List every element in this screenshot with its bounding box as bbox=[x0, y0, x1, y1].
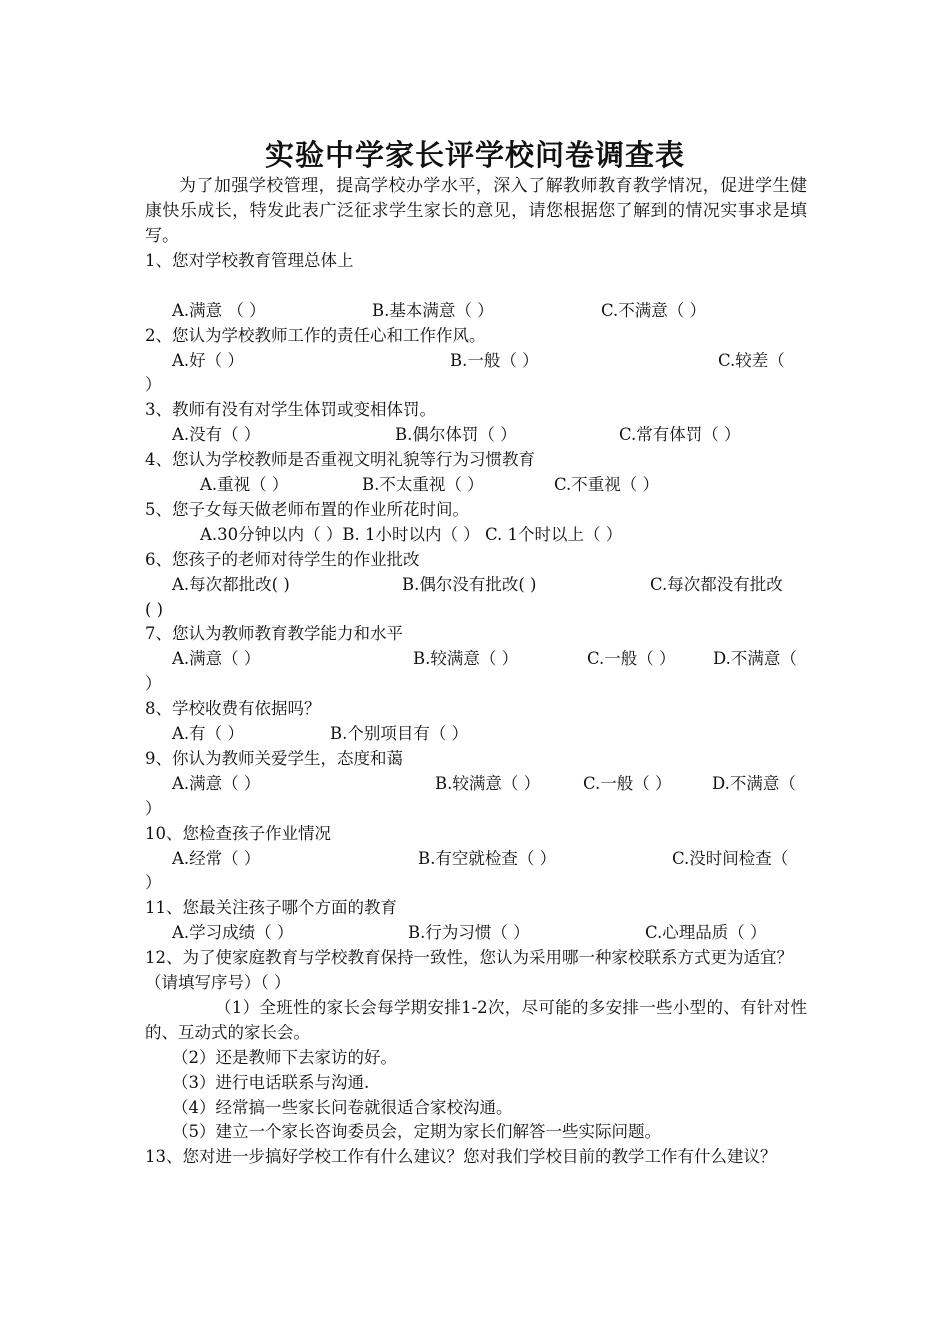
question-8: 8、学校收费有依据吗？ bbox=[145, 699, 321, 719]
option[interactable]: A.30分钟以内（ ）B. 1小时以内（ ） C. 1个时以上（ ） bbox=[200, 524, 623, 544]
question-12: 12、为了使家庭教育与学校教育保持一致性，您认为采用哪一种家校联系方式更为适宜？（请填写序号）（ ） bbox=[145, 948, 793, 993]
option[interactable]: A.学习成绩（ ） bbox=[172, 923, 294, 943]
question-4: 4、您认为学校教师是否重视文明礼貌等行为习惯教育 bbox=[145, 450, 535, 470]
question-7-options bbox=[145, 647, 807, 672]
option-continuation: ） bbox=[145, 798, 162, 818]
question-7: 7、您认为教师教育教学能力和水平 bbox=[145, 624, 403, 644]
question-9-options bbox=[145, 772, 807, 797]
option[interactable]: A.每次都批改( ) bbox=[172, 574, 290, 594]
option-continuation: ( ) bbox=[145, 599, 164, 619]
option[interactable]: D.不满意（ bbox=[712, 773, 796, 793]
option[interactable]: B.行为习惯（ ） bbox=[408, 923, 530, 943]
option[interactable]: D.不满意（ bbox=[713, 649, 797, 669]
question-3-options bbox=[145, 423, 807, 448]
question-5: 5、您子女每天做老师布置的作业所花时间。 bbox=[145, 499, 469, 519]
question-11-options bbox=[145, 921, 807, 946]
question-6: 6、您孩子的老师对待学生的作业批改 bbox=[145, 549, 420, 569]
option[interactable]: A.满意 （ ） bbox=[172, 300, 266, 320]
question-11: 11、您最关注孩子哪个方面的教育 bbox=[145, 898, 397, 918]
option[interactable]: B.基本满意（ ） bbox=[372, 300, 494, 320]
question-2: 2、您认为学校教师工作的责任心和工作作风。 bbox=[145, 325, 486, 345]
option[interactable]: B.个别项目有（ ） bbox=[330, 724, 469, 744]
option[interactable]: B.较满意（ ） bbox=[435, 773, 541, 793]
option-continuation: ） bbox=[145, 674, 162, 694]
question-4-options bbox=[145, 473, 807, 498]
option[interactable]: A.满意（ ） bbox=[172, 649, 261, 669]
option[interactable]: A.有（ ） bbox=[172, 724, 244, 744]
option[interactable]: C.常有体罚（ ） bbox=[619, 425, 741, 445]
q12-choice-1: （1）全班性的家长会每学期安排1-2次，尽可能的多安排一些小型的、有针对性的、互动式的家长会。 bbox=[145, 997, 807, 1042]
intro-paragraph bbox=[145, 174, 807, 249]
option[interactable]: C.每次都没有批改 bbox=[650, 574, 783, 594]
page-title: 实验中学家长评学校问卷调查表 bbox=[264, 138, 685, 172]
question-10: 10、您检查孩子作业情况 bbox=[145, 823, 331, 843]
question-3: 3、教师有没有对学生体罚或变相体罚。 bbox=[145, 400, 436, 420]
question-6-options bbox=[145, 573, 807, 598]
option[interactable]: B.有空就检查（ ） bbox=[418, 848, 557, 868]
option[interactable]: C.心理品质（ ） bbox=[645, 923, 767, 943]
option[interactable]: C.不满意（ ） bbox=[601, 300, 707, 320]
question-9: 9、你认为教师关爱学生，态度和蔼 bbox=[145, 748, 403, 768]
question-1-options bbox=[145, 299, 807, 324]
question-8-options bbox=[145, 722, 807, 747]
option[interactable]: B.偶尔没有批改( ) bbox=[402, 574, 537, 594]
option[interactable]: B.较满意（ ） bbox=[413, 649, 519, 669]
question-1: 1、您对学校教育管理总体上 bbox=[145, 251, 354, 270]
option-continuation: ） bbox=[145, 375, 162, 395]
q12-choice-3: （3）进行电话联系与沟通. bbox=[172, 1072, 370, 1092]
option[interactable]: C.一般（ ） bbox=[583, 773, 672, 793]
option-continuation: ） bbox=[145, 873, 162, 893]
option[interactable]: C.没时间检查（ bbox=[672, 848, 789, 868]
question-13: 13、您对进一步搞好学校工作有什么建议？您对我们学校目前的教学工作有什么建议？ bbox=[145, 1147, 777, 1167]
questionnaire bbox=[145, 249, 807, 1170]
question-10-options bbox=[145, 847, 807, 872]
option[interactable]: A.满意（ ） bbox=[172, 773, 261, 793]
option[interactable]: C.不重视（ ） bbox=[554, 475, 660, 495]
option[interactable]: A.重视（ ） bbox=[200, 475, 289, 495]
option[interactable]: B.不太重视（ ） bbox=[362, 475, 484, 495]
option[interactable]: B.一般（ ） bbox=[450, 350, 539, 370]
option[interactable]: C.较差（ bbox=[718, 350, 785, 370]
option[interactable]: A.好（ ） bbox=[172, 350, 244, 370]
intro-text: 为了加强学校管理，提高学校办学水平，深入了解教师教育教学情况，促进学生健康快乐成长，特发此表广泛征求学生家长的意见，请您根据您了解到的情况实事求是填写。 bbox=[145, 176, 807, 246]
q12-choice-2: （2）还是教师下去家访的好。 bbox=[172, 1047, 397, 1067]
q12-choice-5: （5）建立一个家长咨询委员会，定期为家长们解答一些实际问题。 bbox=[172, 1122, 661, 1142]
option[interactable]: C.一般（ ） bbox=[587, 649, 676, 669]
question-2-options bbox=[145, 349, 807, 374]
option[interactable]: A.没有（ ） bbox=[172, 425, 261, 445]
option[interactable]: A.经常（ ） bbox=[172, 848, 261, 868]
option[interactable]: B.偶尔体罚（ ） bbox=[395, 425, 517, 445]
question-5-options bbox=[145, 523, 807, 548]
q12-choice-4: （4）经常搞一些家长问卷就很适合家校沟通。 bbox=[172, 1097, 513, 1117]
